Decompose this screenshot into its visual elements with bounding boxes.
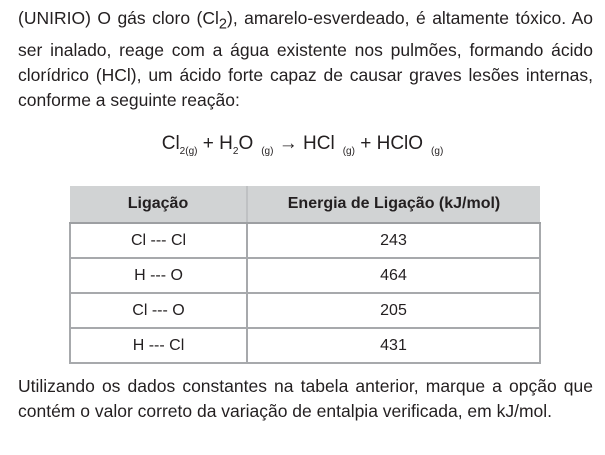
energy-cell: 205 bbox=[247, 293, 540, 328]
bond-cell: H --- O bbox=[70, 258, 247, 293]
energy-cell: 243 bbox=[247, 223, 540, 258]
header-bond: Ligação bbox=[70, 186, 247, 223]
eq-hcl: HCl bbox=[303, 133, 335, 154]
eq-cl-sub: 2(g) bbox=[179, 146, 198, 157]
eq-o-sub: (g) bbox=[261, 146, 274, 157]
table-row bbox=[70, 328, 540, 363]
eq-o: O bbox=[238, 133, 254, 154]
eq-hclo-sub: (g) bbox=[431, 146, 444, 157]
table-row bbox=[70, 258, 540, 293]
table-row bbox=[70, 293, 540, 328]
question-prompt: Utilizando os dados constantes na tabela anterior, marque a opção que contém o valor correto da variação de entalpia verificada, em kJ/mol. bbox=[18, 376, 593, 421]
eq-h: H bbox=[219, 133, 233, 154]
intro-subscript: 2 bbox=[218, 16, 227, 33]
table-header-row bbox=[70, 186, 540, 223]
intro-text-2: ), amarelo-esverdeado, é altamente tóxico. Ao ser inalado, reage com a água existente nos pulmões, formando ácido clorídrico (HCl), um ácido forte capaz de causar graves lesões internas, conforme a seguinte reação: bbox=[18, 8, 593, 110]
eq-plus-2: + bbox=[360, 133, 372, 154]
energy-cell: 464 bbox=[247, 258, 540, 293]
bond-cell: H --- Cl bbox=[70, 328, 247, 363]
eq-plus-1: + bbox=[202, 133, 214, 154]
header-energy: Energia de Ligação (kJ/mol) bbox=[247, 186, 540, 223]
eq-hcl-sub: (g) bbox=[342, 146, 355, 157]
intro-text-1: (UNIRIO) O gás cloro (Cl bbox=[18, 8, 219, 28]
bond-energy-table bbox=[69, 186, 541, 364]
bond-cell: Cl --- Cl bbox=[70, 223, 247, 258]
question-intro bbox=[18, 6, 593, 113]
eq-h-sub: 2 bbox=[232, 146, 239, 157]
bond-cell: Cl --- O bbox=[70, 293, 247, 328]
eq-cl: Cl bbox=[161, 133, 180, 154]
eq-arrow: → bbox=[278, 133, 298, 154]
eq-hclo: HClO bbox=[376, 133, 424, 154]
energy-cell: 431 bbox=[247, 328, 540, 363]
table-row bbox=[70, 223, 540, 258]
chemical-equation bbox=[0, 132, 605, 164]
